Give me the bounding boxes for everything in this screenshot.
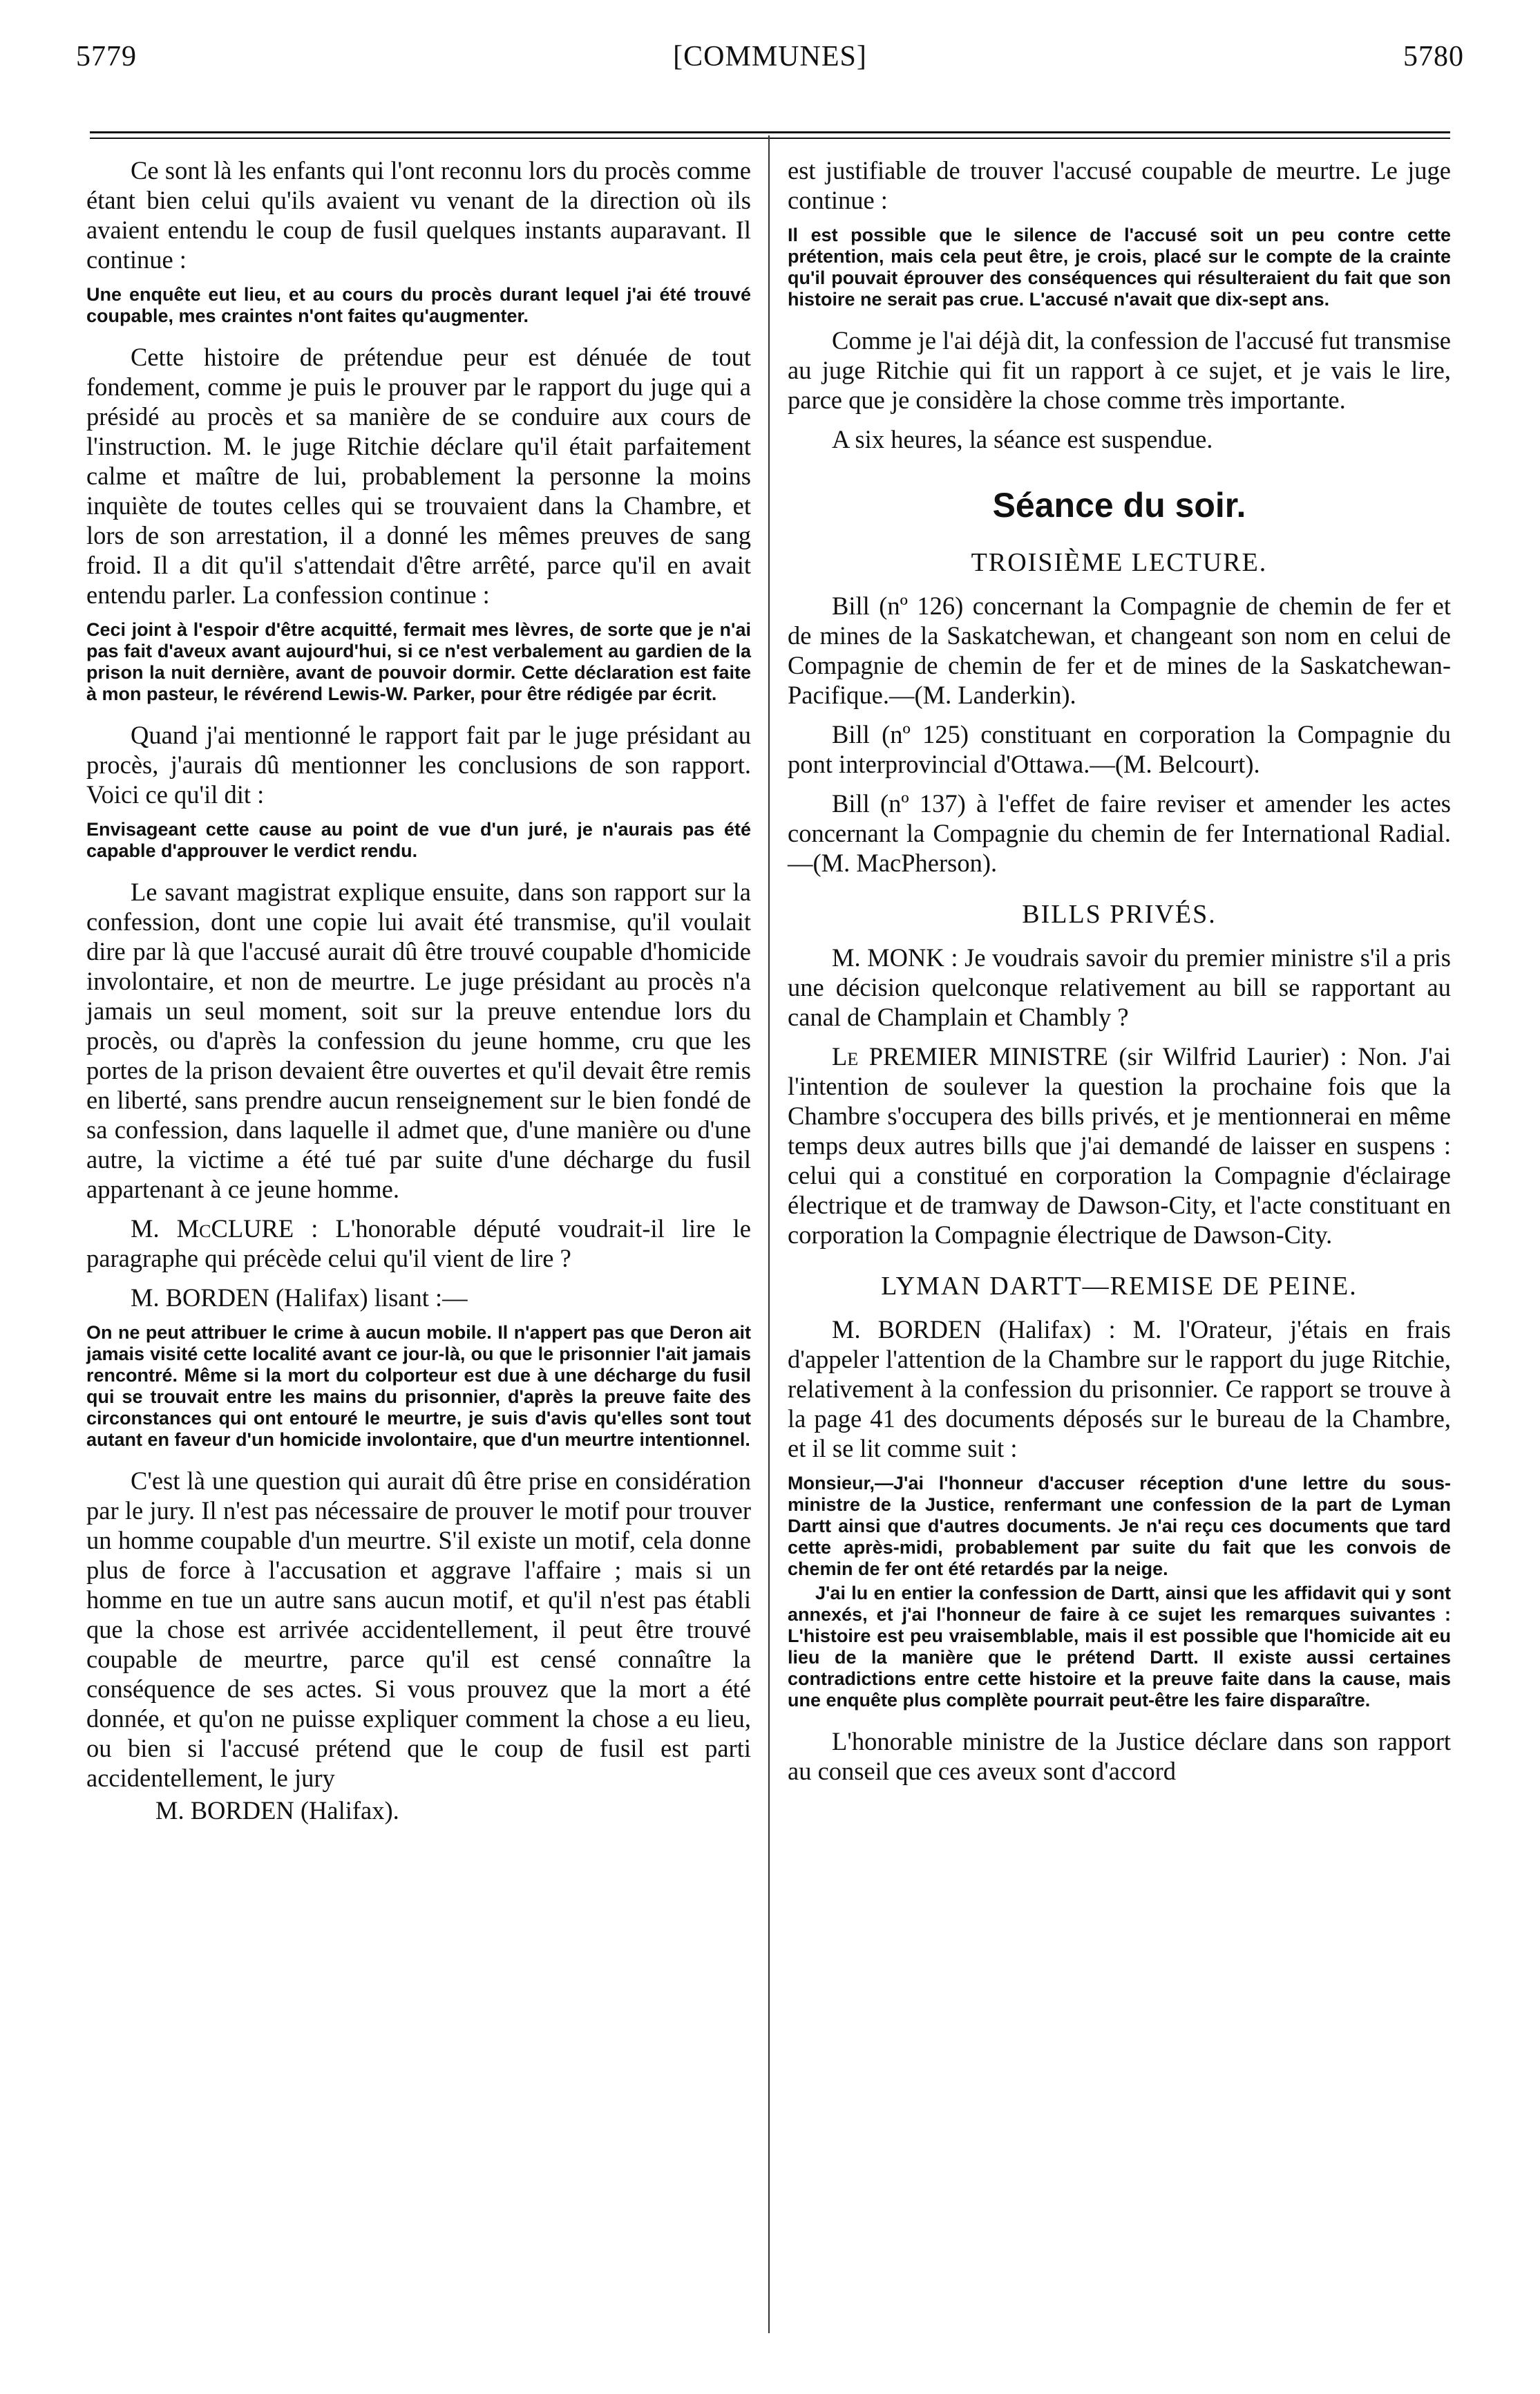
- paragraph: Comme je l'ai déjà dit, la confession de l'accusé fut transmise au juge Ritchie qui fit un rapport à ce sujet, et je vais le lire, parce que je considère la chose comme très importante.: [788, 326, 1451, 414]
- speech-text: (sir Wilfrid Laurier) : Non. J'ai l'intention de soulever la question la prochaine fois que la Chambre s'occupera des bills privés, et je mentionnerai en même temps deux autres bills que j'ai demandé de laisser en suspens : celui qui a constitué en corporation la Compagnie d'éclairage électrique et de tramway de Dawson-City, et l'acte constituant en corporation la Compagnie électrique de Dawson-City.: [788, 1042, 1451, 1249]
- speech-text: (Halifax) lisant :—: [275, 1283, 468, 1312]
- paragraph: Ce sont là les enfants qui l'ont reconnu lors du procès comme étant bien celui qu'ils avaient vu venant de la direction où ils avaient entendu le coup de fusil quelques instants auparavant. Il continue :: [86, 156, 751, 274]
- left-column: [86, 155, 751, 1835]
- page-number-right: 5780: [1403, 41, 1464, 73]
- quotation: Une enquête eut lieu, et au cours du procès durant lequel j'ai été trouvé coupable, mes craintes n'ont faites qu'augmenter.: [86, 284, 751, 326]
- speech: [86, 1214, 751, 1273]
- paragraph: A six heures, la séance est suspendue.: [832, 425, 1213, 453]
- speech-text: Je voudrais savoir du premier ministre s'il a pris une décision quelconque relativement au bill se rapportant au canal de Champlain et Chambly ?: [788, 943, 1452, 1031]
- column-divider: [768, 135, 770, 2333]
- right-column: [788, 155, 1451, 1796]
- speaker-name: M. McCLURE :: [131, 1214, 319, 1243]
- paragraph: est justifiable de trouver l'accusé coupable de meurtre. Le juge continue :: [788, 156, 1451, 214]
- quotation: Monsieur,—J'ai l'honneur d'accuser réception d'une lettre du sous-ministre de la Justice, renfermant une confession de la part de Lyman Dartt ainsi que d'autres documents. Je n'ai reçu ces documents que tard cette après-midi, probablement par suite du fait que les convois de chemin de fer ont été retardés par la neige.: [788, 1473, 1451, 1579]
- quotation: Ceci joint à l'espoir d'être acquitté, fermait mes lèvres, de sorte que je n'ai pas fait d'aveux avant aujourd'hui, si ce n'est verbalement au gardien de la prison la nuit dernière, avant de pouvoir dormir. Cette déclaration est faite à mon pasteur, le révérend Lewis-W. Parker, pour être rédigée par écrit.: [86, 619, 751, 704]
- bill-entry: Bill (nº 137) à l'effet de faire reviser et amender les actes concernant la Compagnie du chemin de fer International Radial.—(M. MacPherson).: [788, 789, 1451, 877]
- section-heading-troisieme: TROISIÈME LECTURE.: [971, 548, 1268, 577]
- quotation: J'ai lu en entier la confession de Dartt, ainsi que les affidavit qui y sont annexés, et j'ai l'honneur de faire à ce sujet les remarques suivantes : L'histoire est peu vraisemblable, mais il est possible que l'homicide ait eu lieu de la manière que le prétend Dartt. Il existe aussi certaines contradictions entre cette histoire et la preuve faite dans la cause, mais une enquête plus complète pourrait peut-être les faire disparaître.: [788, 1583, 1451, 1710]
- paragraph: L'honorable ministre de la Justice déclare dans son rapport au conseil que ces aveux sont d'accord: [788, 1727, 1451, 1785]
- speech: [788, 943, 1451, 1032]
- page-number-left: 5779: [76, 41, 137, 73]
- quotation: On ne peut attribuer le crime à aucun mobile. Il n'appert pas que Deron ait jamais visité cette localité avant ce jour-là, ou que le prisonnier l'ait jamais rencontré. Même si la mort du colporteur est due à une décharge du fusil qui se trouvait entre les mains du prisonnier, d'après la preuve faite des circonstances qui ont entouré le meurtre, je suis d'avis qu'elles sont tout autant en faveur d'un homicide involontaire, que d'un meurtre intentionnel.: [86, 1322, 751, 1450]
- bill-entry: Bill (nº 125) constituant en corporation la Compagnie du pont interprovincial d'Ottawa.—(M. Belcourt).: [788, 720, 1451, 778]
- bill-entry: Bill (nº 126) concernant la Compagnie de chemin de fer et de mines de la Saskatchewan, et changeant son nom en celui de Compagnie de chemin de fer et de mines de la Saskatchewan-Pacifique.—(M. Landerkin).: [788, 592, 1451, 709]
- running-title: [COMMUNES]: [673, 41, 867, 73]
- paragraph: C'est là une question qui aurait dû être prise en considération par le jury. Il n'est pas nécessaire de prouver le motif pour trouver un homme coupable d'un meurtre. S'il existe un motif, cela donne plus de force à l'accusation et aggrave l'affaire ; mais si un homme en tue un autre sans aucun motif, et qu'il n'est pas établi que la chose est arrivée accidentellement, il peut être trouvé coupable de meurtre, parce qu'il est censé connaître la conséquence de ses actes. Si vous prouvez que la mort a été donnée, et qu'on ne puisse expliquer comment la chose a eu lieu, ou bien si l'accusé prétend que le coup de fusil est parti accidentellement, le jury: [86, 1467, 751, 1792]
- page-header: [76, 40, 1464, 88]
- section-heading-bills: BILLS PRIVÉS.: [1022, 900, 1217, 929]
- paragraph: Le savant magistrat explique ensuite, dans son rapport sur la confession, dont une copie lui avait été transmise, qu'il voulait dire par là que l'accusé aurait dû être trouvé coupable d'homicide involontaire, et non de meurtre. Le juge présidant au procès n'a jamais un seul moment, soit sur la preuve entendue lors du procès, ou d'après la confession du jeune homme, cru que les portes de la prison devaient être ouvertes et qu'il devait être remis en liberté, sans prendre aucun renseignement sur le bien fondé de sa confession, dans laquelle il admet que, d'une manière ou d'une autre, la victime a été tué par suite d'une décharge du fusil appartenant à ce jeune homme.: [86, 878, 751, 1203]
- signature-riding: (Halifax).: [300, 1796, 399, 1825]
- speech-text: (Halifax) : M. l'Orateur, j'étais en frais d'appeler l'attention de la Chambre sur le rapport du juge Ritchie, relativement à la confession du prisonnier. Ce rapport se trouve à la page 41 des documents déposés sur le bureau de la Chambre, et il se lit comme suit :: [788, 1315, 1451, 1462]
- speaker-name: M. BORDEN: [131, 1283, 269, 1312]
- speech: [788, 1042, 1451, 1250]
- paragraph: Cette histoire de prétendue peur est dénuée de tout fondement, comme je puis le prouver par le rapport du juge qui a présidé au procès et sa manière de se conduire aux cours de l'instruction. M. le juge Ritchie déclare qu'il était parfaitement calme et maître de lui, probablement la personne la moins inquiète de toutes celles qui se trouvaient dans la Chambre, et lors de son arrestation, il a donné les mêmes preuves de sang froid. Il a dit qu'il s'attendait d'être arrêté, parce qu'il en avait entendu parler. La confession continue :: [86, 343, 751, 609]
- header-rule: [90, 131, 1450, 133]
- paragraph: Quand j'ai mentionné le rapport fait par le juge présidant au procès, j'aurais dû mentionner les conclusions de son rapport. Voici ce qu'il dit :: [86, 721, 751, 809]
- section-heading-lyman: LYMAN DARTT—REMISE DE PEINE.: [881, 1272, 1358, 1301]
- speech: [788, 1314, 1451, 1463]
- speech-text: L'honorable député voudrait-il lire le paragraphe qui précède celui qu'il vient de lire ?: [86, 1214, 751, 1272]
- footer-signature: [86, 1796, 751, 1825]
- section-heading-seance: Séance du soir.: [992, 486, 1246, 525]
- quotation: Envisageant cette cause au point de vue d'un juré, je n'aurais pas été capable d'approuver le verdict rendu.: [86, 819, 751, 861]
- speaker-name: Le PREMIER MINISTRE: [832, 1042, 1108, 1071]
- speech: [86, 1283, 751, 1312]
- speaker-name: M. MONK :: [832, 943, 958, 972]
- signature-name: M. BORDEN: [155, 1796, 294, 1825]
- speaker-name: M. BORDEN: [832, 1315, 982, 1344]
- quotation: Il est possible que le silence de l'accusé soit un peu contre cette prétention, mais cela peut être, je crois, placé sur le compte de la crainte qu'il pouvait éprouver des conséquences qui résulteraient du fait que son histoire ne serait pas crue. L'accusé n'avait que dix-sept ans.: [788, 225, 1451, 310]
- header-rule-thin: [90, 138, 1450, 139]
